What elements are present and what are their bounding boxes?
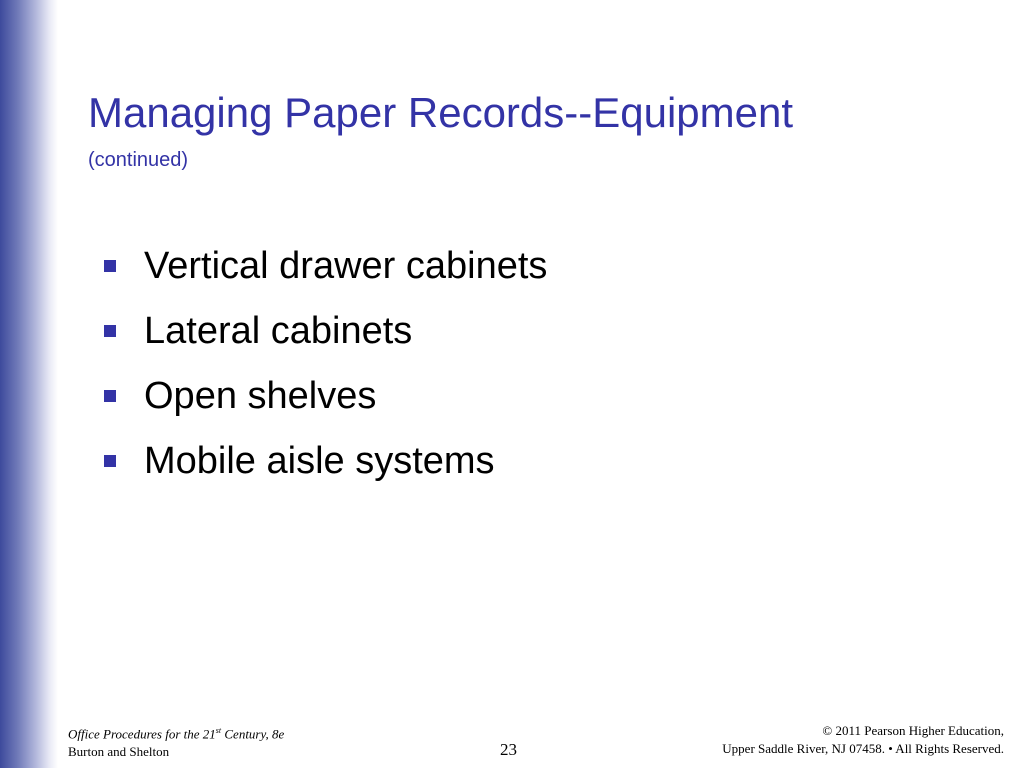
square-bullet-icon <box>104 390 116 402</box>
slide-title: Managing Paper Records--Equipment <box>88 89 794 136</box>
slide-subtitle: (continued) <box>88 149 189 171</box>
bullet-text: Mobile aisle systems <box>144 439 495 482</box>
page-number: 23 <box>500 740 517 759</box>
square-bullet-icon <box>104 260 116 272</box>
square-bullet-icon <box>104 455 116 467</box>
decorative-side-band <box>0 0 58 768</box>
list-item <box>104 363 547 428</box>
bullet-list <box>104 233 547 493</box>
list-item <box>104 233 547 298</box>
square-bullet-icon <box>104 325 116 337</box>
list-item <box>104 298 547 363</box>
footer-book-info <box>68 722 284 761</box>
bullet-text: Open shelves <box>144 374 377 417</box>
copyright-line-1: © 2011 Pearson Higher Education, <box>822 723 1004 738</box>
copyright-line-2: Upper Saddle River, NJ 07458. • All Rights Reserved. <box>722 741 1004 756</box>
bullet-text: Lateral cabinets <box>144 309 413 352</box>
book-title: Office Procedures for the 21st Century, 8e <box>68 726 285 742</box>
list-item <box>104 428 547 493</box>
bullet-text: Vertical drawer cabinets <box>144 244 548 287</box>
footer-copyright <box>722 722 1004 758</box>
book-authors: Burton and Shelton <box>68 744 170 760</box>
